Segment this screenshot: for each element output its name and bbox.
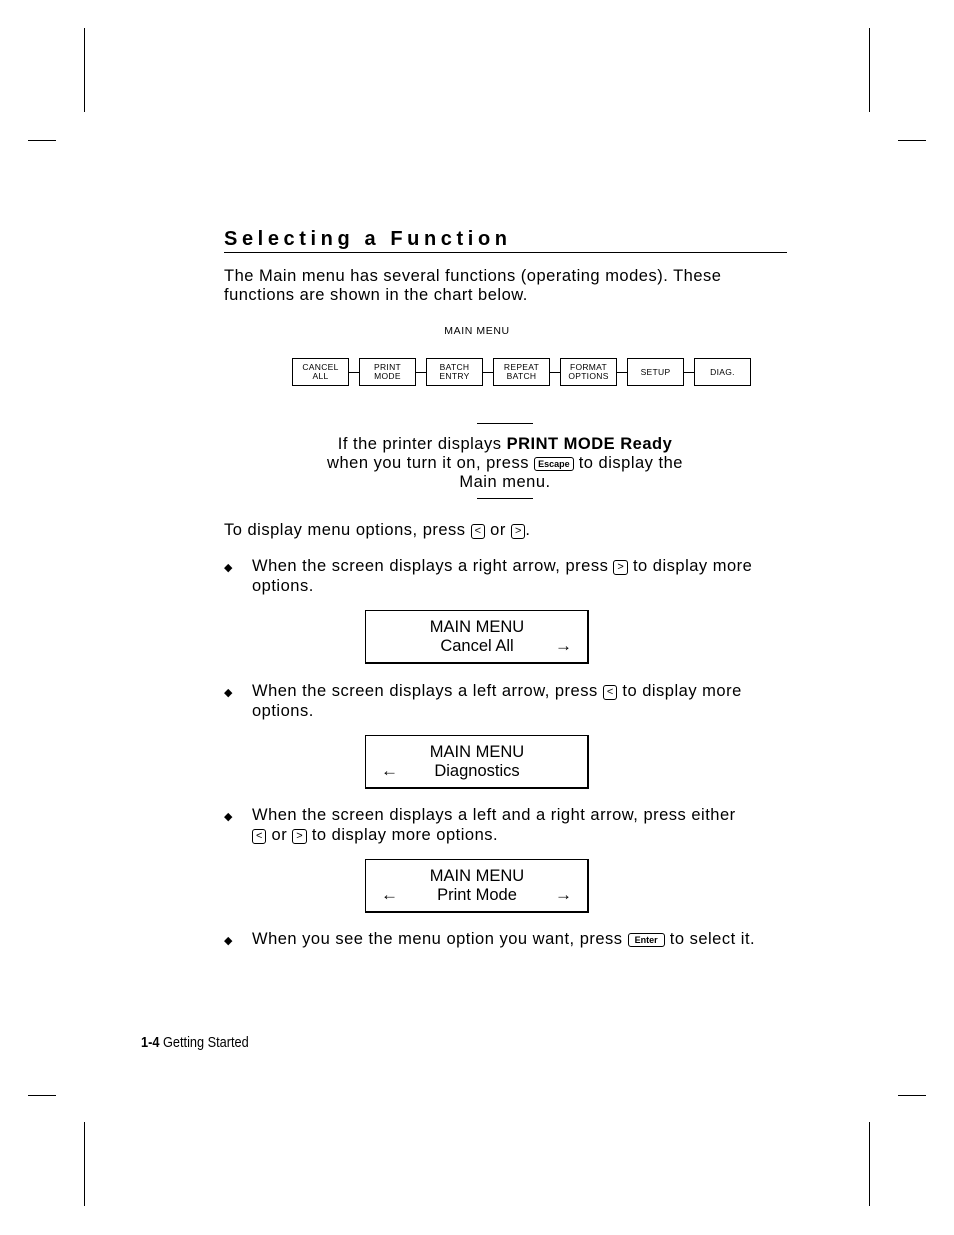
- title-rule: [224, 252, 787, 253]
- footer-section: Getting Started: [162, 1034, 249, 1051]
- crop-mark: [869, 1122, 870, 1206]
- menu-connector: [617, 372, 627, 373]
- right-key-icon: >: [613, 560, 627, 575]
- lcd-display-print-mode: MAIN MENU Print Mode ← →: [365, 859, 589, 913]
- chart-title: MAIN MENU: [444, 325, 510, 337]
- menu-item-repeat-batch: REPEAT BATCH: [493, 358, 550, 386]
- menu-item-setup: SETUP: [627, 358, 684, 386]
- left-key-icon: <: [471, 524, 485, 539]
- menu-item-print-mode: PRINT MODE: [359, 358, 416, 386]
- menu-item-diag: DIAG.: [694, 358, 751, 386]
- left-arrow-icon: ←: [381, 885, 398, 904]
- section-title: Selecting a Function: [224, 228, 512, 250]
- note-rule-bottom: [477, 498, 533, 499]
- page-number: 1-4: [141, 1034, 160, 1051]
- lcd-display-cancel-all: MAIN MENU Cancel All →: [365, 610, 589, 664]
- bullet-right-arrow: When the screen displays a right arrow, press > to display more options.: [252, 557, 753, 595]
- bullet-icon: ◆: [224, 811, 233, 823]
- bullet-icon: ◆: [224, 935, 233, 947]
- crop-mark: [869, 28, 870, 112]
- bullet-icon: ◆: [224, 562, 233, 574]
- escape-key-icon: Escape: [534, 457, 574, 471]
- enter-key-icon: Enter: [628, 933, 665, 947]
- left-key-icon: <: [252, 829, 266, 844]
- crop-mark: [84, 1122, 85, 1206]
- crop-mark: [28, 140, 56, 141]
- note-rule-top: [477, 423, 533, 424]
- page-footer: [141, 1034, 249, 1051]
- bullet-enter: When you see the menu option you want, press Enter to select it.: [252, 930, 756, 948]
- bullet-icon: ◆: [224, 687, 233, 699]
- startup-note: If the printer displays PRINT MODE Ready when you turn it on, press Escape to display the Main menu.: [327, 435, 683, 491]
- menu-connector: [483, 372, 493, 373]
- right-arrow-icon: →: [555, 885, 572, 904]
- lcd-display-diagnostics: MAIN MENU Diagnostics ←: [365, 735, 589, 789]
- crop-mark: [898, 1095, 926, 1096]
- right-key-icon: >: [292, 829, 306, 844]
- menu-item-batch-entry: BATCH ENTRY: [426, 358, 483, 386]
- main-menu-chart: [292, 358, 751, 386]
- menu-item-cancel-all: CANCEL ALL: [292, 358, 349, 386]
- left-key-icon: <: [603, 685, 617, 700]
- crop-mark: [28, 1095, 56, 1096]
- menu-connector: [684, 372, 694, 373]
- left-arrow-icon: ←: [381, 761, 398, 780]
- bullet-both-arrows: When the screen displays a left and a right arrow, press either < or > to display more options.: [252, 806, 736, 844]
- right-key-icon: >: [511, 524, 525, 539]
- display-options-line: To display menu options, press < or > .: [224, 521, 531, 539]
- bullet-left-arrow: When the screen displays a left arrow, press < to display more options.: [252, 682, 742, 720]
- right-arrow-icon: →: [555, 636, 572, 655]
- menu-connector: [416, 372, 426, 373]
- crop-mark: [84, 28, 85, 112]
- menu-connector: [550, 372, 560, 373]
- crop-mark: [898, 140, 926, 141]
- menu-connector: [349, 372, 359, 373]
- menu-item-format-options: FORMAT OPTIONS: [560, 358, 617, 386]
- intro-paragraph: The Main menu has several functions (operating modes). These functions are shown in the chart below.: [224, 267, 722, 304]
